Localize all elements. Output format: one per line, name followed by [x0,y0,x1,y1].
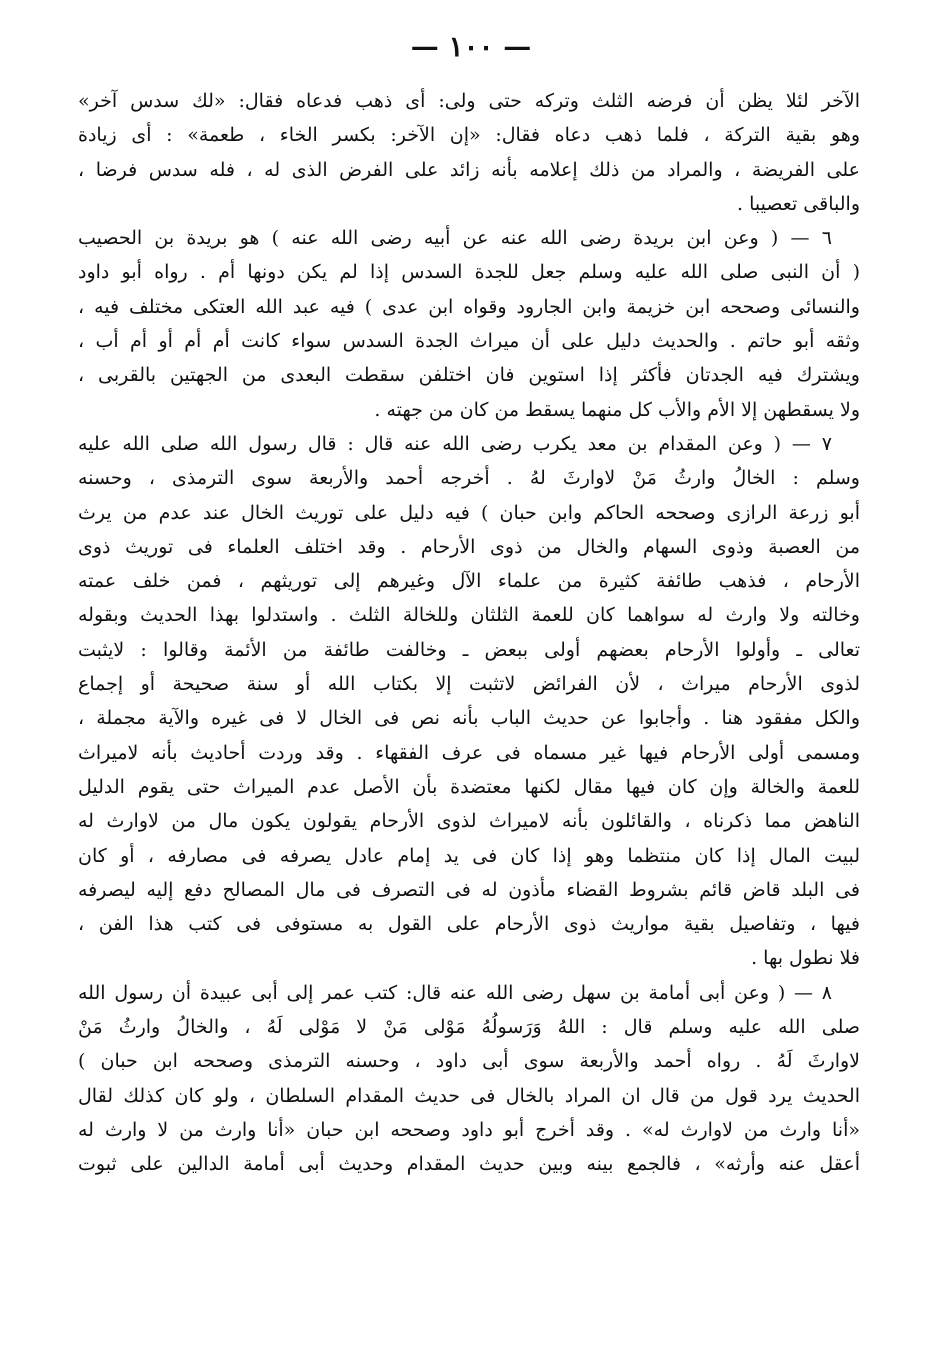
text-line: ( أن النبى صلى الله عليه وسلم جعل للجدة السدس إذا لم يكن دونها أم . رواه أبو داود [78,261,860,284]
text-line: لبيت المال إذا كان منتظما وهو إذا كان فى يد إمام عادل يصرفه فى مصارفه ، أو كان [78,844,860,867]
text-line: تعالى ـ وأولوا الأرحام بعضهم أولى ببعض ـ وخالفت طائفة من الأئمة وقالوا : لايثبت [78,638,860,661]
text-line: ولا يسقطهن إلا الأم والأب كل منهما يسقط من كان من جهته . [374,398,860,421]
text-line: فى البلد قاض قائم بشروط القضاء مأذون له فى التصرف فى مال المصالح دفع إليه ليصرفه [78,878,860,901]
text-line: على الفريضة ، والمراد من ذلك إعلامه بأنه زائد على الفرض الذى له ، فله سدس فرضا ، [78,158,860,181]
body-text [78,84,860,1182]
text-line: الأرحام ، فذهب طائفة كثيرة من علماء الآل وغيرهم إلى توريثهم ، فمن خلف عمته [78,570,860,593]
text-line: فلا نطول بها . [751,947,860,970]
text-line: وسلم : الخالُ وارثُ مَنْ لاوارثَ لهُ . أخرجه أحمد والأربعة سوى الترمذى ، وحسنه [78,467,860,490]
text-line: لذوى الأرحام ميراث ، لأن الفرائض لاتثبت إلا بكتاب الله أو سنة صحيحة أو إجماع [78,673,860,696]
text-line: صلى الله عليه وسلم قال : اللهُ وَرَسولُهُ مَوْلى مَنْ لا مَوْلى لَهُ ، والخالُ وارثُ مَنْ [78,1016,860,1039]
page-number: — ١٠٠ — [410,30,532,63]
text-line: للعمة والخالة وإن كان فيها مقال لكنها معتضدة بأن الأصل عدم الميراث حتى يقوم الدليل [78,775,860,798]
text-line: والباقى تعصيبا . [737,192,860,215]
text-line: ومسمى أولى الأرحام فيها غير مسماه فى عرف الفقهاء . وقد وردت أحاديث بأنه لاميراث [78,741,860,764]
text-line: والنسائى وصححه ابن خزيمة وابن الجارود وقواه ابن عدى ) فيه عبد الله العتكى مختلف فيه ، [78,295,860,318]
text-line: ويشترك فيه الجدتان فأكثر إذا استوين فان اختلفن سقطت البعدى من الجهتين بالقربى ، [78,364,860,387]
text-line: أبو زرعة الرازى وصححه الحاكم وابن حبان ) فيه دليل على توريث الخال عند عدم من يرث [78,501,860,524]
text-line: لاوارثَ لَهُ . رواه أحمد والأربعة سوى أبى داود ، وحسنه الترمذى وصححه ابن حبان ) [78,1050,860,1073]
text-line: وهو بقية التركة ، فلما ذهب دعاه فقال: «إن الآخر: بكسر الخاء ، طعمة» : أى زيادة [78,124,860,147]
text-line: أعقل عنه وأرثه» ، فالجمع بينه وبين حديث المقدام وحديث أبى أمامة الدالين على ثبوت [78,1153,860,1176]
text-line: الحديث يرد قول من قال ان المراد بالخال فى حديث المقدام السلطان ، ولو كان كذلك لقال [78,1084,860,1107]
text-line: الناهض مما ذكرناه ، والقائلون بأنه لاميراث لذوى الأرحام يقولون يكون مال من لاوارث له [78,810,860,833]
text-line: فيها ، وتفاصيل بقية مواريث ذوى الأرحام على القول به مستوفى فى كتب هذا الفن ، [78,913,860,936]
text-line: والكل مفقود هنا . وأجابوا عن حديث الباب بأنه نص فى الخال لا فى غيره والآية مجملة ، [78,707,860,730]
text-line: «أنا وارث من لاوارث له» . وقد أخرج أبو داود وصححه ابن حبان «أنا وارث من لا وارث له [78,1118,860,1141]
text-line: ٧ — ( وعن المقدام بن معد يكرب رضى الله عنه قال : قال رسول الله صلى الله عليه [78,432,832,455]
text-line: وخالته ولا وارث له سواهما كان للعمة الثلثان وللخالة الثلث . واستدلوا بهذا الحديث وبقوله [78,604,860,627]
text-line: من العصبة وذوى السهام والخال من ذوى الأرحام . وقد اختلف العلماء فى توريث ذوى [78,535,860,558]
text-line: وثقه أبو حاتم . والحديث دليل على أن ميراث الجدة السدس سواء كانت أم أم أو أم أب ، [78,330,860,353]
text-line: ٨ — ( وعن أبى أمامة بن سهل رضى الله عنه قال: كتب عمر إلى أبى عبيدة أن رسول الله [78,981,832,1004]
text-line: ٦ — ( وعن ابن بريدة رضى الله عنه عن أبيه رضى الله عنه ) هو بريدة بن الحصيب [78,227,832,250]
text-line: الآخر لئلا يظن أن فرضه الثلث وتركه حتى ولى: أى ذهب فدعاه فقال: «لك سدس آخر» [78,90,860,112]
